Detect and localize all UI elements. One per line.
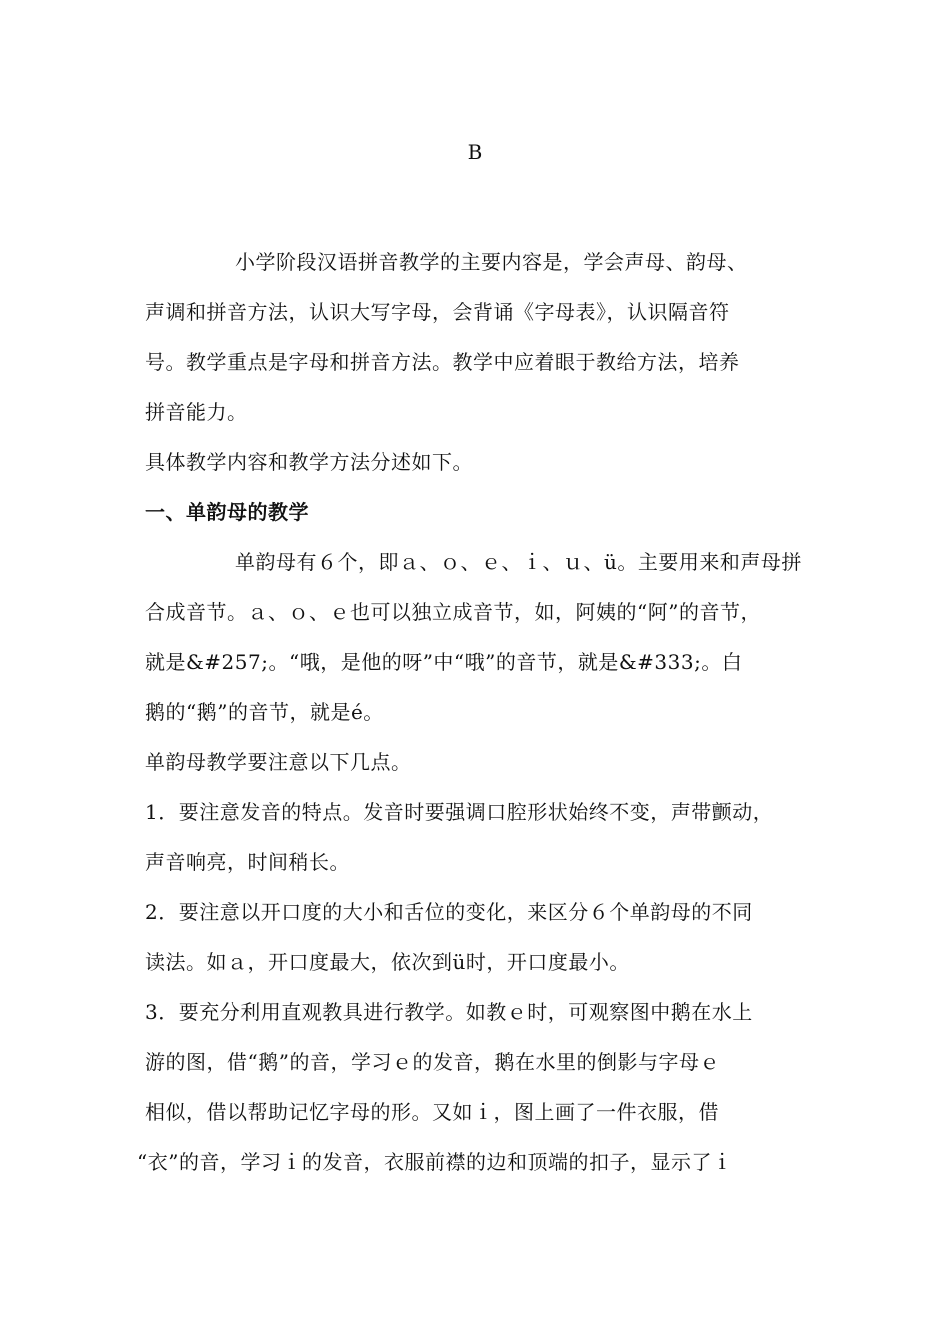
paragraph-line: 合成音节。ａ、ｏ、ｅ也可以独立成音节，如，阿姨的“阿”的音节， (145, 600, 761, 624)
list-item-line: 2．要注意以开口度的大小和舌位的变化，来区分６个单韵母的不同 (145, 900, 753, 924)
paragraph-line: 具体教学内容和教学方法分述如下。 (145, 450, 473, 474)
section-heading: 一、单韵母的教学 (145, 500, 309, 524)
paragraph-line: 号。教学重点是字母和拼音方法。教学中应着眼于教给方法，培养 (145, 350, 740, 374)
paragraph-line: 小学阶段汉语拼音教学的主要内容是，学会声母、韵母、 (235, 250, 748, 274)
page-header-letter: B (467, 140, 483, 164)
list-item-line: 相似，借以帮助记忆字母的形。又如ｉ，图上画了一件衣服，借 (145, 1100, 719, 1124)
list-item-line: 声音响亮，时间稍长。 (145, 850, 350, 874)
list-item-line: 3．要充分利用直观教具进行教学。如教ｅ时，可观察图中鹅在水上 (145, 1000, 753, 1024)
paragraph-line: 鹅的“鹅”的音节，就是é。 (145, 700, 384, 724)
list-item-line: 读法。如ａ，开口度最大，依次到ü时，开口度最小。 (145, 950, 630, 974)
paragraph-line: 就是&#257;。“哦，是他的呀”中“哦”的音节，就是&#333;。白 (145, 650, 743, 674)
paragraph-line: 声调和拼音方法，认识大写字母，会背诵《字母表》，认识隔音符 (145, 300, 730, 324)
list-item-line: “衣”的音，学习ｉ的发音，衣服前襟的边和顶端的扣子，显示了ｉ (137, 1150, 733, 1174)
paragraph-line: 单韵母有６个，即ａ、ｏ、ｅ、ｉ、ｕ、ü。主要用来和声母拼 (235, 550, 802, 574)
paragraph-line: 单韵母教学要注意以下几点。 (145, 750, 412, 774)
list-item-line: 游的图，借“鹅”的音，学习ｅ的发音，鹅在水里的倒影与字母ｅ (145, 1050, 720, 1074)
paragraph-line: 拼音能力。 (145, 400, 248, 424)
list-item-line: 1．要注意发音的特点。发音时要强调口腔形状始终不变，声带颤动， (145, 800, 774, 824)
